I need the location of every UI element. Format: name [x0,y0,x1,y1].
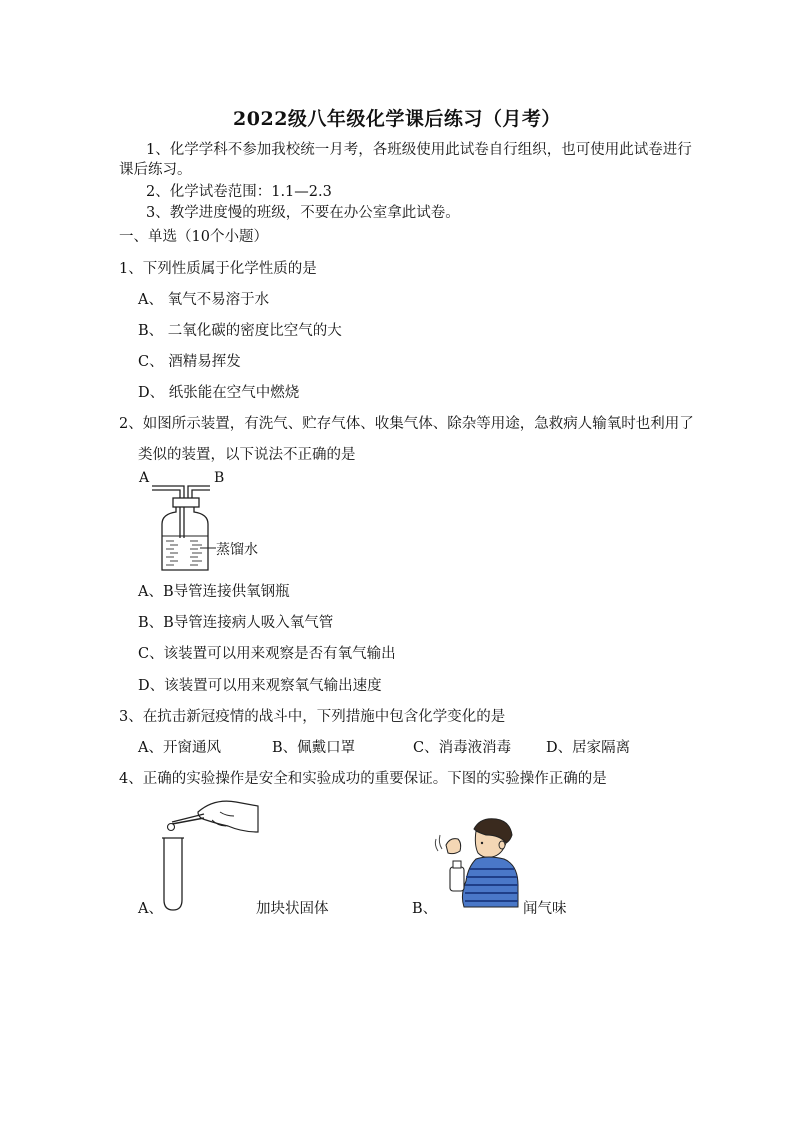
note-1: 1、化学学科不参加我校统一月考，各班级使用此试卷自行组织，也可使用此试卷进行 [146,142,692,158]
q2-option-b: B、B导管连接病人吸入氧气管 [138,615,334,631]
q1-option-d: D、 纸张能在空气中燃烧 [138,385,300,401]
q2-option-a: A、B导管连接供氧钢瓶 [138,584,290,600]
fig-label-b: B [214,470,225,486]
add-solid-illustration [158,796,258,914]
wash-bottle-diagram [140,478,220,574]
q1-stem: 1、下列性质属于化学性质的是 [119,261,317,277]
q3-option-c: C、消毒液消毒 [413,740,512,756]
q2-option-c: C、该装置可以用来观察是否有氧气输出 [138,646,396,662]
q4-option-b-caption: 闻气味 [523,901,567,917]
q1-option-b: B、 二氧化碳的密度比空气的大 [138,323,342,339]
fig-label-water: 蒸馏水 [216,542,258,558]
fig-label-a: A [139,470,150,486]
q3-stem: 3、在抗击新冠疫情的战斗中，下列措施中包含化学变化的是 [119,709,506,725]
q2-stem-line2: 类似的装置，以下说法不正确的是 [138,447,356,463]
q4-option-a-caption: 加块状固体 [256,901,329,917]
q4-option-a-letter: A、 [138,901,163,917]
note-1-cont: 课后练习。 [119,162,192,178]
q4-stem: 4、正确的实验操作是安全和实验成功的重要保证。下图的实验操作正确的是 [119,771,607,787]
q3-option-d: D、居家隔离 [546,740,631,756]
q4-option-b-letter: B、 [412,901,438,917]
page-title: 2022级八年级化学课后练习（月考） [233,108,561,130]
smell-gas-illustration [430,815,522,915]
q1-option-a: A、 氧气不易溶于水 [138,292,270,308]
section-heading: 一、单选（10个小题） [119,229,268,245]
note-2: 2、化学试卷范围：1.1—2.3 [146,184,332,200]
note-3: 3、教学进度慢的班级，不要在办公室拿此试卷。 [146,205,460,221]
q3-option-a: A、开窗通风 [138,740,221,756]
q2-option-d: D、该装置可以用来观察氧气输出速度 [138,678,382,694]
q3-option-b: B、佩戴口罩 [272,740,356,756]
q2-stem-line1: 2、如图所示装置，有洗气、贮存气体、收集气体、除杂等用途，急救病人输氧时也利用了 [119,416,694,432]
q1-option-c: C、 酒精易挥发 [138,354,241,370]
